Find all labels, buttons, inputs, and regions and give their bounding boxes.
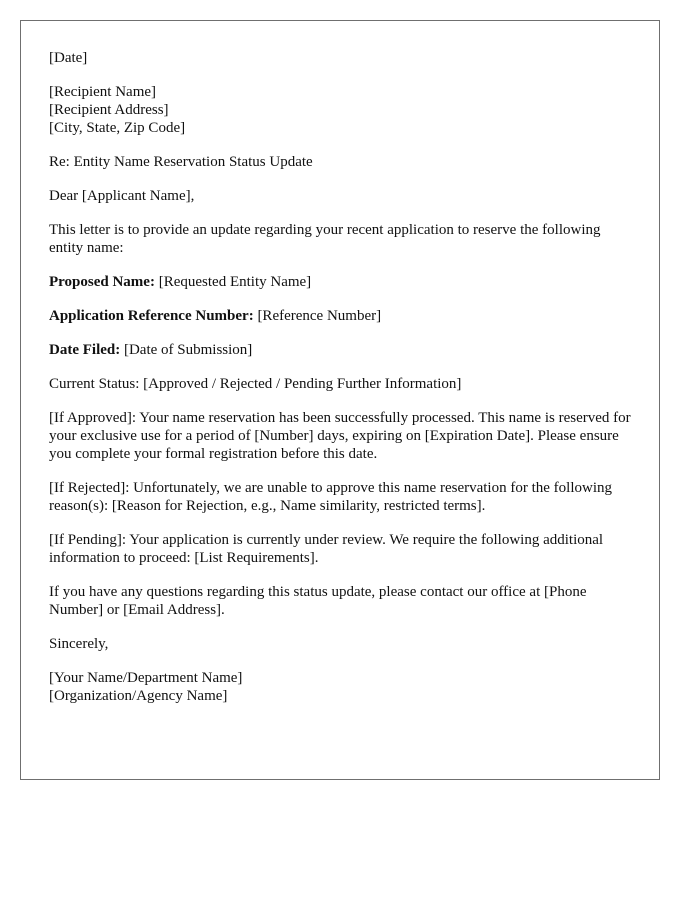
recipient-city-state-zip: [City, State, Zip Code] [49,120,186,136]
date-filed-value: [Date of Submission] [120,342,253,358]
signature-block [49,669,634,705]
reference-number-value: [Reference Number] [253,308,382,324]
subject-line: Re: Entity Name Reservation Status Update [49,154,313,170]
signature-organization: [Organization/Agency Name] [49,688,228,704]
date-filed-row [49,341,634,359]
date-filed-label: Date Filed: [49,342,121,358]
pending-paragraph: [If Pending]: Your application is currently under review. We require the following additional information to proceed: [List Requirements]. [49,532,604,566]
recipient-block [49,83,634,137]
rejected-paragraph: [If Rejected]: Unfortunately, we are unable to approve this name reservation for the following reason(s): [Reason for Rejection, e.g., Name similarity, restricted terms]. [49,480,612,514]
recipient-address: [Recipient Address] [49,102,169,118]
proposed-name-value: [Requested Entity Name] [154,274,312,290]
reference-number-row [49,307,634,325]
letter-date: [Date] [49,50,88,66]
reference-number-label: Application Reference Number: [49,308,254,324]
approved-paragraph: [If Approved]: Your name reservation has been successfully processed. This name is reserved for your exclusive use for a period of [Number] days, expiring on [Expiration Date]. Please ensure you complete your formal registration before this date. [49,410,631,462]
proposed-name-row [49,273,634,291]
salutation: Dear [Applicant Name], [49,188,195,204]
recipient-name: [Recipient Name] [49,84,157,100]
intro-paragraph: This letter is to provide an update regarding your recent application to reserve the following entity name: [49,222,601,256]
closing: Sincerely, [49,636,109,652]
letter-page [20,20,660,780]
current-status: Current Status: [Approved / Rejected / Pending Further Information] [49,376,462,392]
signature-name-department: [Your Name/Department Name] [49,670,243,686]
contact-paragraph: If you have any questions regarding this status update, please contact our office at [Phone Number] or [Email Address]. [49,584,587,618]
letter-content [49,49,634,705]
proposed-name-label: Proposed Name: [49,274,155,290]
